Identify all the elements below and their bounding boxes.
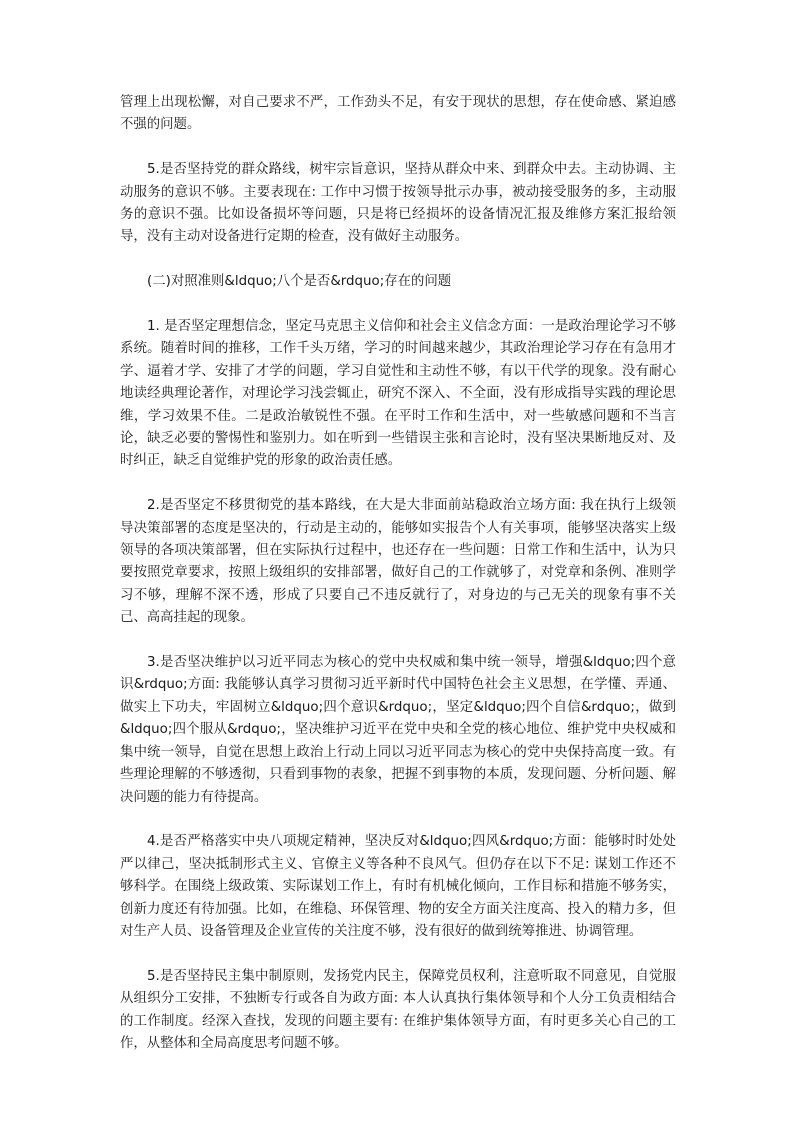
paragraph-democratic-centralism: 5.是否坚持民主集中制原则，发扬党内民主，保障党员权利，注意听取不同意见，自觉服从组织分工安排，不独断专行或各自为政方面: 本人认真执行集体领导和个人分工负责相结合的工作制度。经深入查找，发现的问题主要有: 在维护集体领导方面，有时更多关心自己的工作，从整体和全局高度思考问题不够。 — [120, 968, 676, 1051]
paragraph-basic-line: 2.是否坚定不移贯彻党的基本路线，在大是大非面前站稳政治立场方面: 我在执行上级领导决策部署的态度是坚决的，行动是主动的，能够如实报告个人有关事项，能够坚决落实上级领导的各项决策部署，但在实际执行过程中，也还存在一些问题：日常工作和生活中，认为只要按照党章要求，按照上级组织的安排部署，做好自己的工作就够了，对党章和条例、准则学习不够，理解不深不透，形成了只要自己不违反就行了，对身边的与己无关的现象有事不关己、高高挂起的现象。 — [120, 498, 676, 626]
section-heading: (二)对照准则&ldquo;八个是否&rdquo;存在的问题 — [147, 274, 452, 290]
paragraph-mass-line: 5.是否坚持党的群众路线，树牢宗旨意识，坚持从群众中来、到群众中去。主动协调、主动服务的意识不够。主要表现在: 工作中习惯于按领导批示办事，被动接受服务的多，主动服务的意识不强。比如设备损坏等问题，只是将已经损坏的设备情况汇报及维修方案汇报给领导，没有主动对设备进行定期的检查，没有做好主动服务。 — [120, 162, 676, 245]
paragraph-four-consciousness: 3.是否坚决维护以习近平同志为核心的党中央权威和集中统一领导，增强&ldquo;四个意识&rdquo;方面: 我能够认真学习贯彻习近平新时代中国特色社会主义思想，在学懂、弄通、做实上下功夫，牢固树立&ldquo;四个意识&rdquo;，坚定&ldquo;四个自信&rdquo;，做到&ldquo;四个服从&rdquo;，坚决维护习近平在党中央和全党的核心地位、维护党中央权威和集中统一领导，自觉在思想上政治上行动上同以习近平同志为核心的党中央保持高度一致。有些理论理解的不够透彻，只看到事物的表象，把握不到事物的本质，发现问题、分析问题、解决问题的能力有待提高。 — [120, 655, 676, 805]
document-body — [120, 92, 676, 1055]
paragraph-ideals: 1. 是否坚定理想信念，坚定马克思主义信仰和社会主义信念方面：一是政治理论学习不够系统。随着时间的推移，工作千头万绪，学习的时间越来越少，其政治理论学习存在有急用才学、逼着才学、安排了才学的问题，学习自觉性和主动性不够，有以干代学的现象。没有耐心地读经典理论著作，对理论学习浅尝辄止，研究不深入、不全面，没有形成指导实践的理论思维，学习效果不佳。二是政治敏锐性不强。在平时工作和生活中，对一些敏感问题和不当言论，缺乏必要的警惕性和鉴别力。如在听到一些错误主张和言论时，没有坚决果断地反对、及时纠正，缺乏自觉维护党的形象的政治责任感。 — [120, 319, 676, 469]
paragraph-eight-rules: 4.是否严格落实中央八项规定精神，坚决反对&ldquo;四风&rdquo;方面：能够时时处处严以律己，坚决抵制形式主义、官僚主义等各种不良风气。但仍存在以下不足: 谋划工作还不够科学。在围绕上级政策、实际谋划工作上，有时有机械化倾向，工作目标和措施不够务实，创新力度还有待加强。比如，在维稳、环保管理、物的安全方面关注度高、投入的精力多，但对生产人员、设备管理及企业宣传的关注度不够，没有很好的做到统筹推进、协调管理。 — [120, 834, 676, 939]
paragraph-continuation: 管理上出现松懈，对自己要求不严，工作劲头不足，有安于现状的思想，存在使命感、紧迫感不强的问题。 — [120, 95, 676, 133]
